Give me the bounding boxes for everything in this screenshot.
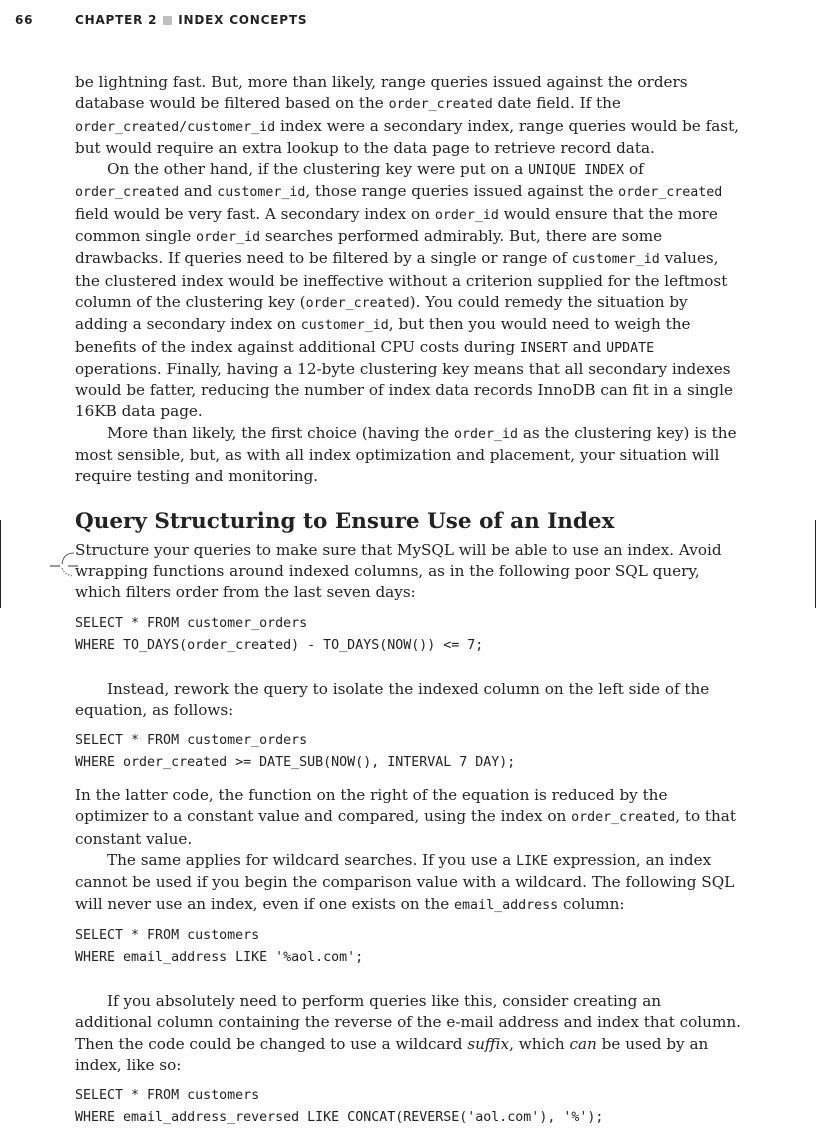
chapter-label: CHAPTER 2 xyxy=(75,13,158,27)
inline-code: email_address xyxy=(454,897,559,913)
text: as the clustering key) is the most sensible, but, as with all index optimization and placement, your situation will require testing and monitoring. xyxy=(75,423,737,486)
emphasis: suffix xyxy=(467,1034,510,1053)
text: In the latter code, the function on the right of the equation is reduced by the optimizer to a constant value and compared, using the index on xyxy=(75,786,668,826)
code-line: WHERE order_created >= DATE_SUB(NOW(), INTERVAL 7 DAY); xyxy=(75,755,516,771)
left-crop-mark xyxy=(0,520,1,608)
text: of xyxy=(624,160,644,179)
text: field would be very fast. A secondary index on xyxy=(75,204,435,223)
inline-code: order_created/customer_id xyxy=(75,119,276,135)
inline-code: order_created xyxy=(305,295,410,311)
paragraph-5 xyxy=(75,679,741,722)
code-line: WHERE TO_DAYS(order_created) - TO_DAYS(NOW()) <= 7; xyxy=(75,637,484,653)
inline-code: LIKE xyxy=(516,854,549,870)
inline-code: order_id xyxy=(196,230,261,246)
inline-code: UNIQUE INDEX xyxy=(528,163,625,179)
code-line: SELECT * FROM customer_orders xyxy=(75,615,308,631)
text: be used by an index, like so: xyxy=(75,1034,709,1074)
text: be lightning fast. But, more than likely, range queries issued against the orders database would be filtered based on the xyxy=(75,73,688,113)
inline-code: order_id xyxy=(453,426,518,442)
chapter-title: INDEX CONCEPTS xyxy=(178,13,308,27)
page-number: 66 xyxy=(15,13,34,27)
code-line: SELECT * FROM customers xyxy=(75,1088,260,1104)
code-block-4 xyxy=(75,1085,741,1129)
text: would ensure that the more common single xyxy=(75,204,718,246)
paragraph-8 xyxy=(75,991,741,1076)
text: More than likely, the first choice (having the xyxy=(107,423,454,442)
text: values, the clustered index would be ineffective without a criterion supplied for the leftmost column of the clustering key ( xyxy=(75,249,728,311)
code-line: SELECT * FROM customer_orders xyxy=(75,733,308,749)
section-heading: Query Structuring to Ensure Use of an Index xyxy=(75,508,615,534)
code-block-2 xyxy=(75,730,741,774)
text: searches performed admirably. But, there are some drawbacks. If queries need to be filtered by a single or range of xyxy=(75,227,663,268)
paragraph-1 xyxy=(75,72,741,159)
chapter-heading xyxy=(75,13,307,27)
code-block-1 xyxy=(75,613,741,657)
inline-code: order_created xyxy=(388,97,493,113)
paragraph-4 xyxy=(75,540,741,604)
inline-code: order_id xyxy=(434,207,499,223)
text: and xyxy=(567,337,607,356)
text: , those range queries issued against the xyxy=(305,182,619,201)
text: , to that constant value. xyxy=(75,807,736,848)
emphasis: can xyxy=(569,1034,597,1053)
page-body xyxy=(75,72,741,1140)
text: Instead, rework the query to isolate the indexed column on the left side of the equation, as follows: xyxy=(75,679,710,719)
running-header xyxy=(15,10,796,32)
code-line: WHERE email_address LIKE '%aol.com'; xyxy=(75,949,364,965)
inline-code: UPDATE xyxy=(606,340,655,356)
paragraph-2 xyxy=(75,159,741,423)
text: On the other hand, if the clustering key were put on a xyxy=(107,160,529,179)
text: If you absolutely need to perform queries like this, consider creating an additional column containing the reverse of the e-mail address and index that column. Then the code could be changed to use a wildcard xyxy=(75,991,741,1053)
text: index were a secondary index, range queries would be fast, but would require an extra lookup to the data page to retrieve record data. xyxy=(75,116,740,157)
separator-square-icon xyxy=(163,16,172,25)
code-line: SELECT * FROM customers xyxy=(75,927,260,943)
inline-code: INSERT xyxy=(519,340,568,356)
inline-code: customer_id xyxy=(300,318,389,334)
paragraph-6 xyxy=(75,785,741,850)
text: date field. If the xyxy=(492,94,621,113)
paragraph-7 xyxy=(75,850,741,916)
text: and xyxy=(179,182,218,201)
text: column: xyxy=(558,894,625,913)
paragraph-3 xyxy=(75,423,741,488)
text: , which xyxy=(509,1034,570,1053)
inline-code: order_created xyxy=(75,185,180,201)
code-line: WHERE email_address_reversed LIKE CONCAT(REVERSE('aol.com'), '%'); xyxy=(75,1110,604,1126)
text: , but then you would need to weigh the benefits of the index against additional CPU costs during xyxy=(75,315,691,356)
inline-code: customer_id xyxy=(571,252,660,268)
text: operations. Finally, having a 12-byte clustering key means that all secondary indexes would be fatter, reducing the number of index data records InnoDB can fit in a single 16KB data page. xyxy=(75,359,733,421)
inline-code: order_created xyxy=(618,185,723,201)
text: Structure your queries to make sure that MySQL will be able to use an index. Avoid wrapping functions around indexed columns, as in the following poor SQL query, which filters order from the last seven days: xyxy=(75,540,722,602)
text: ). You could remedy the situation by adding a secondary index on xyxy=(75,292,688,334)
inline-code: customer_id xyxy=(217,185,306,201)
code-block-3 xyxy=(75,925,741,969)
text: The same applies for wildcard searches. If you use a xyxy=(107,851,517,870)
text: expression, an index cannot be used if you begin the comparison value with a wildcard. The following SQL will never use an index, even if one exists on the xyxy=(75,851,735,913)
inline-code: order_created xyxy=(571,810,676,826)
